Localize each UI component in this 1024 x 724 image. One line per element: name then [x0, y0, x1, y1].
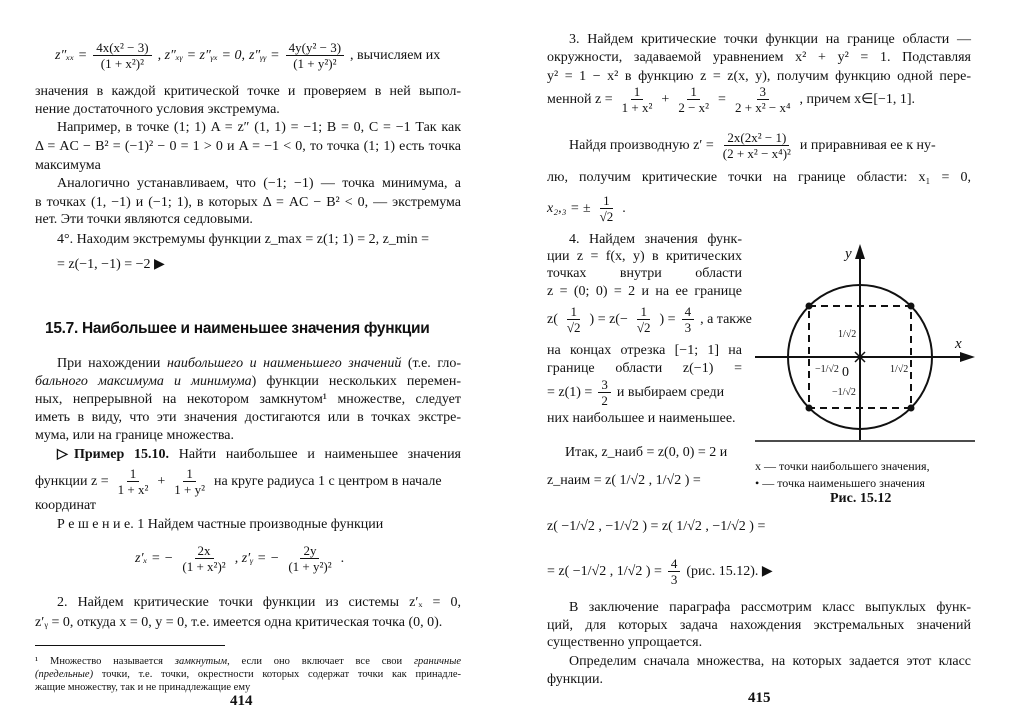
text: = z(1) =	[547, 384, 593, 400]
example-label: ▷Пример 15.10.	[57, 447, 170, 462]
text-line: нение достаточного условия экстремума.	[35, 102, 280, 117]
text: Найдя производную z′ =	[569, 137, 714, 153]
denominator: (2 + x² − x⁴)²	[722, 146, 791, 161]
page-number: 414	[230, 693, 253, 709]
text: ) функции нескольких перемен-	[251, 374, 461, 389]
numerator: 2y	[300, 543, 319, 559]
denominator: (1 + x²)²	[182, 559, 226, 574]
text-line: Например, в точке (1; 1) A = z″ (1, 1) = −1; B = 0, C = −1 Так как	[57, 120, 461, 135]
formula-label: z″ᵧᵧ =	[248, 47, 280, 63]
text-line: мума, или на границе множества.	[35, 428, 235, 443]
operator: =	[718, 91, 726, 107]
text-line: Итак, z_наиб = z(0, 0) = 2 и	[565, 445, 728, 460]
operator: +	[661, 91, 670, 107]
page-number: 415	[748, 690, 771, 706]
text-line: существенно упрощается.	[547, 635, 703, 650]
y-arrow-icon	[855, 244, 865, 259]
text-line: = z(−1, −1) = −2 ▶	[57, 257, 165, 272]
text: менной z =	[547, 91, 613, 107]
section-heading: 15.7. Наибольшее и наименьшее значения функции	[45, 320, 430, 337]
emphasis: бального максимума и минимума	[35, 374, 252, 389]
numerator: 1	[631, 84, 644, 100]
x-axis-label: x	[955, 336, 962, 352]
formula-text: , z″ₓᵧ = z″ᵧₓ = 0,	[157, 47, 245, 63]
text-line: z_наим = z( 1/√2 , 1/√2 ) =	[547, 473, 701, 488]
numerator: 1	[183, 466, 196, 482]
numerator: 4y(y² − 3)	[286, 40, 344, 56]
numerator: 1	[127, 466, 140, 482]
formula-text: , вычисляем их	[350, 47, 441, 63]
text-line: z = (0; 0) = 2 и на ее границе	[547, 284, 742, 299]
text-line: 3. Найдем критические точки функции на границе области —	[569, 32, 971, 47]
text-line: 4°. Находим экстремумы функции z_max = z(1; 1) = 2, z_min =	[57, 232, 429, 247]
text-line: на концах отрезка [−1; 1] на	[547, 343, 742, 358]
denominator: √2	[636, 320, 651, 335]
text: 1 Найдем частные производные функции	[133, 517, 384, 532]
text: на круге радиуса 1 с центром в начале	[213, 473, 442, 489]
solution-label: Р е ш е н и е.	[57, 517, 134, 532]
emphasis: замкнутым	[174, 656, 228, 667]
text: и выбираем среди	[616, 384, 725, 400]
text: Найти наибольшее и наименьшее значения	[169, 447, 461, 462]
numerator: 1	[637, 304, 650, 320]
tick-label: 1/√2	[890, 364, 909, 375]
denominator: 1 + x²	[621, 100, 653, 115]
x-arrow-icon	[960, 352, 975, 362]
text-line: значения в каждой критической точке и проверяем в ней выпол-	[35, 84, 461, 99]
text-line: координат	[35, 498, 96, 513]
min-point	[908, 303, 915, 310]
text: .	[340, 550, 345, 566]
numerator: 1	[600, 193, 613, 209]
text: ¹ Множество называется	[35, 656, 175, 667]
numerator: 2x(2x² − 1)	[724, 130, 789, 146]
denominator: 1 + y²	[174, 482, 205, 497]
footnote-line: жащие множеству, так и не принадлежащие ему	[35, 682, 251, 693]
denominator: (1 + y²)²	[288, 559, 332, 574]
operator: +	[157, 473, 166, 489]
tick-label: −1/√2	[832, 387, 856, 398]
min-point	[806, 405, 813, 412]
text: .	[622, 200, 626, 216]
text: точки, т.е. точки, окрестности которых содержат точки как принадле-	[93, 669, 461, 680]
text-line: функции.	[547, 672, 603, 687]
numerator: 1	[687, 84, 700, 100]
text: , причем x∈[−1, 1].	[799, 91, 916, 107]
numerator: 4x(x² − 3)	[93, 40, 151, 56]
legend-min: • — точка наименьшего значения	[755, 476, 925, 490]
denominator: 3	[670, 572, 678, 587]
text-line: y² = 1 − x² в функцию z = z(x, y), получим функцию одной пере-	[547, 69, 971, 84]
numerator: 3	[757, 84, 770, 100]
text: ) = z(−	[589, 311, 628, 327]
denominator: 2 − x²	[678, 100, 710, 115]
text-line: максимума	[35, 158, 101, 173]
tick-label: 1/√2	[838, 329, 857, 340]
text-line: Δ = AC − B² = (−1)² − 0 = 1 > 0 и A = −1 < 0, то точка (1; 1) есть точка	[35, 139, 461, 154]
denominator: 3	[684, 320, 692, 335]
text: и приравнивая ее к ну-	[799, 137, 936, 153]
denominator: (1 + y²)²	[293, 56, 337, 71]
denominator: √2	[566, 320, 581, 335]
numerator: 1	[567, 304, 580, 320]
text-line: z( −1/√2 , −1/√2 ) = z( 1/√2 , −1/√2 ) =	[547, 519, 766, 534]
formula-label: z′ₓ = −	[135, 550, 174, 566]
legend-max: x — точки наибольшего значения,	[755, 459, 930, 473]
denominator: 2	[601, 393, 608, 408]
text-line: иметь в виду, что эти значения достигаются или в точках экстре-	[35, 410, 461, 425]
min-point	[908, 405, 915, 412]
text: функции z =	[35, 473, 109, 489]
text-line: точках внутри области	[547, 266, 742, 281]
y-axis-label: y	[845, 246, 852, 262]
text-line: z′ᵧ = 0, откуда x = 0, y = 0, т.е. имеется одна критическая точка (0, 0).	[35, 615, 443, 630]
text-line: окружности, задаваемой уравнением x² + y² = 1. Подставляя	[547, 50, 971, 65]
text-line: границе области z(−1) =	[547, 361, 742, 376]
text-line: 2. Найдем критические точки функции из системы z′ₓ = 0,	[57, 595, 461, 610]
figure-caption: Рис. 15.12	[830, 491, 892, 506]
text: = z( −1/√2 , 1/√2 ) =	[547, 563, 662, 579]
numerator: 4	[682, 304, 695, 320]
text-line: ных, непрерывной на некотором замкнутом¹ множестве, следует	[35, 392, 461, 407]
text: z(	[547, 311, 558, 327]
numerator: 4	[668, 556, 681, 572]
text-line: 4. Найдем значения функ-	[569, 232, 742, 247]
formula-label: , z′ᵧ = −	[234, 550, 280, 566]
text: При нахождении	[57, 356, 167, 371]
text-line: В заключение параграфа рассмотрим класс выпуклых функ-	[569, 600, 971, 615]
text-line: них наибольшее и наименьшее.	[547, 411, 736, 426]
text: ) =	[659, 311, 676, 327]
tick-label: −1/√2	[815, 364, 839, 375]
denominator: 2 + x² − x⁴	[734, 100, 791, 115]
text-line: лю, получим критические точки на границе области: x₁ = 0,	[547, 170, 971, 185]
text: (рис. 15.12). ▶	[686, 563, 773, 579]
text: , а также	[700, 311, 752, 327]
text: (т.е. гло-	[401, 356, 461, 371]
emphasis: граничные	[413, 656, 461, 667]
emphasis: наибольшего и наименьшего значений	[166, 356, 402, 371]
denominator: √2	[599, 209, 614, 224]
text-line: Аналогично устанавливаем, что (−1; −1) — точка минимума, а	[57, 176, 461, 191]
text-line: Определим сначала множества, на которых задается этот класс	[569, 654, 971, 669]
text: x₂,₃ = ±	[547, 200, 591, 216]
denominator: 1 + x²	[117, 482, 149, 497]
text-line: ций, для которых задача нахождения экстремальных значений	[547, 618, 971, 633]
formula-label: z″ₓₓ =	[55, 47, 88, 63]
text-line: в точках (1, −1) и (−1; 1), в которых Δ = AC − B² < 0, — экстремума	[35, 195, 461, 210]
text-line: нет. Эти точки являются седловыми.	[35, 212, 253, 227]
numerator: 3	[598, 377, 611, 393]
text: , если оно включает все свои	[227, 656, 414, 667]
min-point	[806, 303, 813, 310]
denominator: (1 + x²)²	[100, 56, 145, 71]
text-line: ции z = f(x, y) в критических	[547, 249, 742, 264]
emphasis: (предельные)	[35, 669, 94, 680]
numerator: 2x	[195, 543, 214, 559]
origin-label: 0	[842, 365, 849, 380]
